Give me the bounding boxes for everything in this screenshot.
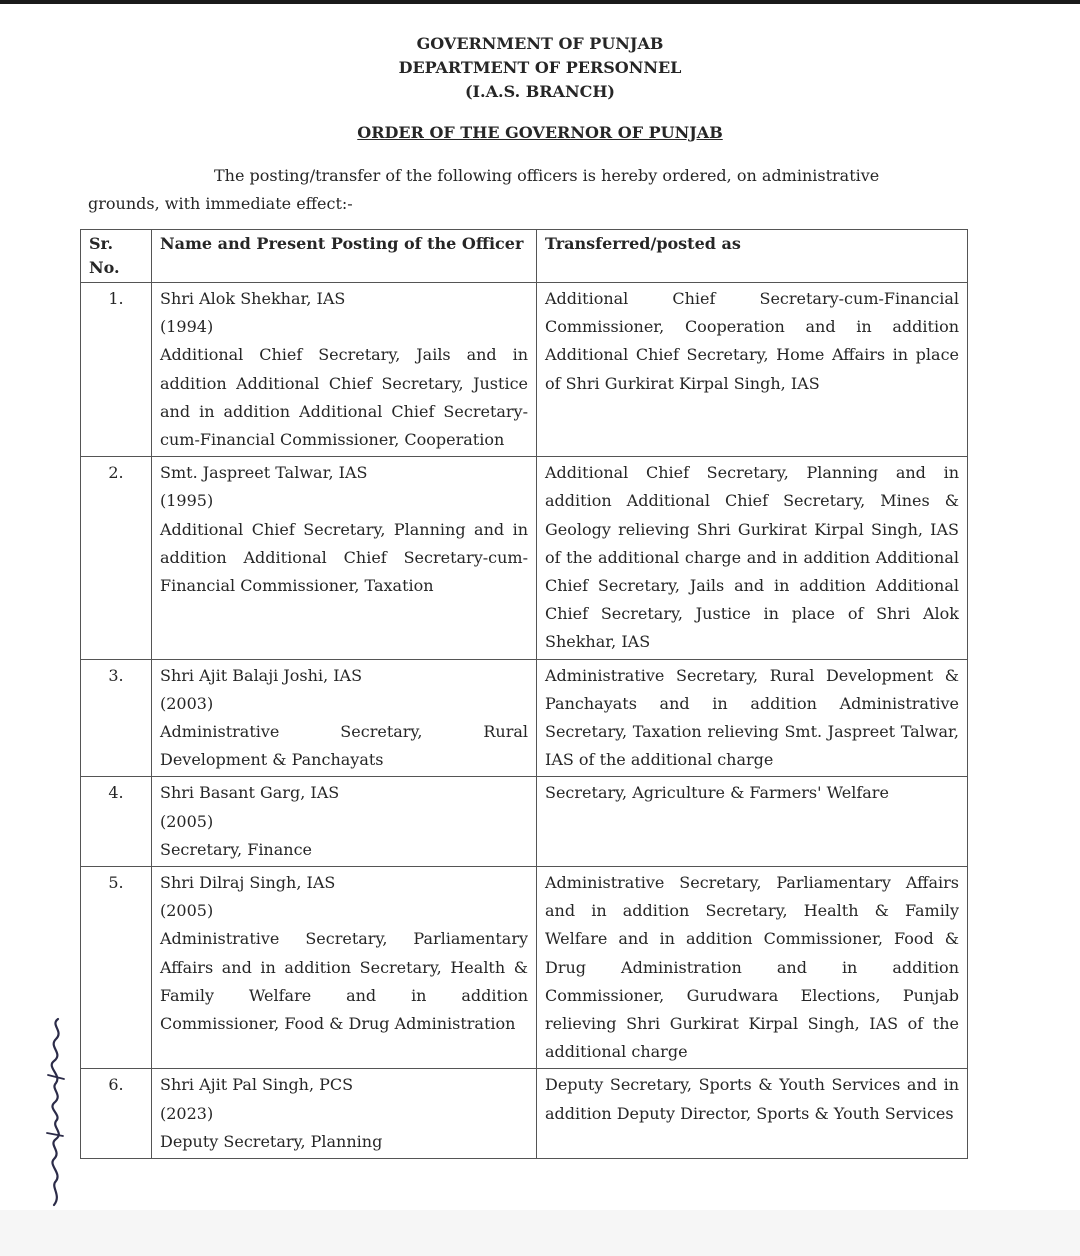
officer-batch: (1995): [160, 491, 214, 511]
row-transferred-as: Administrative Secretary, Parliamentary Affairs and in addition Secretary, Health & Family Welfare and in addition Commissioner, Food & Drug Administration and in addition Commissioner, Gurudwara Elections, Punjab relieving Shri Gurkirat Kirpal Singh, IAS of the additional charge: [537, 867, 968, 1069]
officer-name: Smt. Jaspreet Talwar, IAS: [160, 463, 368, 483]
officer-present-posting: Deputy Secretary, Planning: [160, 1131, 383, 1151]
row-sr-no: 2.: [81, 457, 152, 659]
branch-title: (I.A.S. BRANCH): [464, 82, 615, 101]
officer-name: Shri Dilraj Singh, IAS: [160, 873, 336, 893]
row-transferred-as: Administrative Secretary, Rural Development & Panchayats and in addition Administrative Secretary, Taxation relieving Smt. Jaspreet Talwar, IAS of the additional charge: [537, 659, 968, 777]
officer-name: Shri Basant Garg, IAS: [160, 783, 340, 803]
table-row: [81, 1069, 968, 1159]
officer-batch: (2023): [160, 1103, 214, 1123]
row-transferred-as: Secretary, Agriculture & Farmers' Welfare: [537, 777, 968, 867]
row-sr-no: 1.: [81, 283, 152, 457]
row-transferred-as: Deputy Secretary, Sports & Youth Services and in addition Deputy Director, Sports & Youth Services: [537, 1069, 968, 1159]
intro-line-1: The posting/transfer of the following officers is hereby ordered, on administrative: [214, 166, 880, 185]
officer-present-posting: Administrative Secretary, Parliamentary Affairs and in addition Secretary, Health & Family Welfare and in addition Commissioner, Food & Drug Administration: [160, 929, 528, 1034]
row-officer: [152, 777, 537, 867]
officer-present-posting: Secretary, Finance: [160, 839, 313, 859]
order-title: ORDER OF THE GOVERNOR OF PUNJAB: [357, 123, 723, 142]
officer-batch: (2005): [160, 811, 214, 831]
table-row: [81, 457, 968, 659]
row-sr-no: 5.: [81, 867, 152, 1069]
officer-batch: (2003): [160, 693, 214, 713]
table-row: [81, 283, 968, 457]
header-transferred: Transferred/posted as: [537, 230, 968, 283]
handwritten-signature: [38, 1015, 70, 1210]
row-transferred-as: Additional Chief Secretary-cum-Financial Commissioner, Cooperation and in addition Additional Chief Secretary, Home Affairs in place of Shri Gurkirat Kirpal Singh, IAS: [537, 283, 968, 457]
table-row: [81, 777, 968, 867]
table-header-row: [81, 230, 968, 283]
header-name-posting: Name and Present Posting of the Officer: [152, 230, 537, 283]
table-row: [81, 659, 968, 777]
row-sr-no: 4.: [81, 777, 152, 867]
row-officer: [152, 1069, 537, 1159]
page-bottom-margin: [0, 1210, 1080, 1256]
row-sr-no: 6.: [81, 1069, 152, 1159]
intro-line-2: grounds, with immediate effect:-: [88, 194, 353, 213]
row-transferred-as: Additional Chief Secretary, Planning and in addition Additional Chief Secretary, Mines & Geology relieving Shri Gurkirat Kirpal Singh, IAS of the additional charge and in addition Additional Chief Secretary, Jails and in addition Additional Chief Secretary, Justice in place of Shri Alok Shekhar, IAS: [537, 457, 968, 659]
officer-name: Shri Ajit Pal Singh, PCS: [160, 1075, 354, 1095]
officer-batch: (1994): [160, 317, 214, 337]
transfer-table: [80, 229, 968, 1159]
row-officer: [152, 659, 537, 777]
officer-name: Shri Alok Shekhar, IAS: [160, 289, 346, 308]
officer-present-posting: Administrative Secretary, Rural Development & Panchayats: [160, 722, 528, 770]
row-officer: [152, 283, 537, 457]
row-officer: [152, 457, 537, 659]
row-sr-no: 3.: [81, 659, 152, 777]
officer-name: Shri Ajit Balaji Joshi, IAS: [160, 665, 363, 685]
officer-batch: (2005): [160, 901, 214, 921]
table-row: [81, 867, 968, 1069]
officer-present-posting: Additional Chief Secretary, Planning and in addition Additional Chief Secretary-cum-Financial Commissioner, Taxation: [160, 519, 528, 596]
header-sr-no: Sr. No.: [81, 230, 152, 283]
row-officer: [152, 867, 537, 1069]
top-border: [0, 0, 1080, 4]
govt-title: GOVERNMENT OF PUNJAB: [416, 34, 664, 53]
department-title: DEPARTMENT OF PERSONNEL: [398, 58, 682, 77]
officer-present-posting: Additional Chief Secretary, Jails and in addition Additional Chief Secretary, Justice and in addition Additional Chief Secretary-cum-Financial Commissioner, Cooperation: [160, 345, 528, 450]
